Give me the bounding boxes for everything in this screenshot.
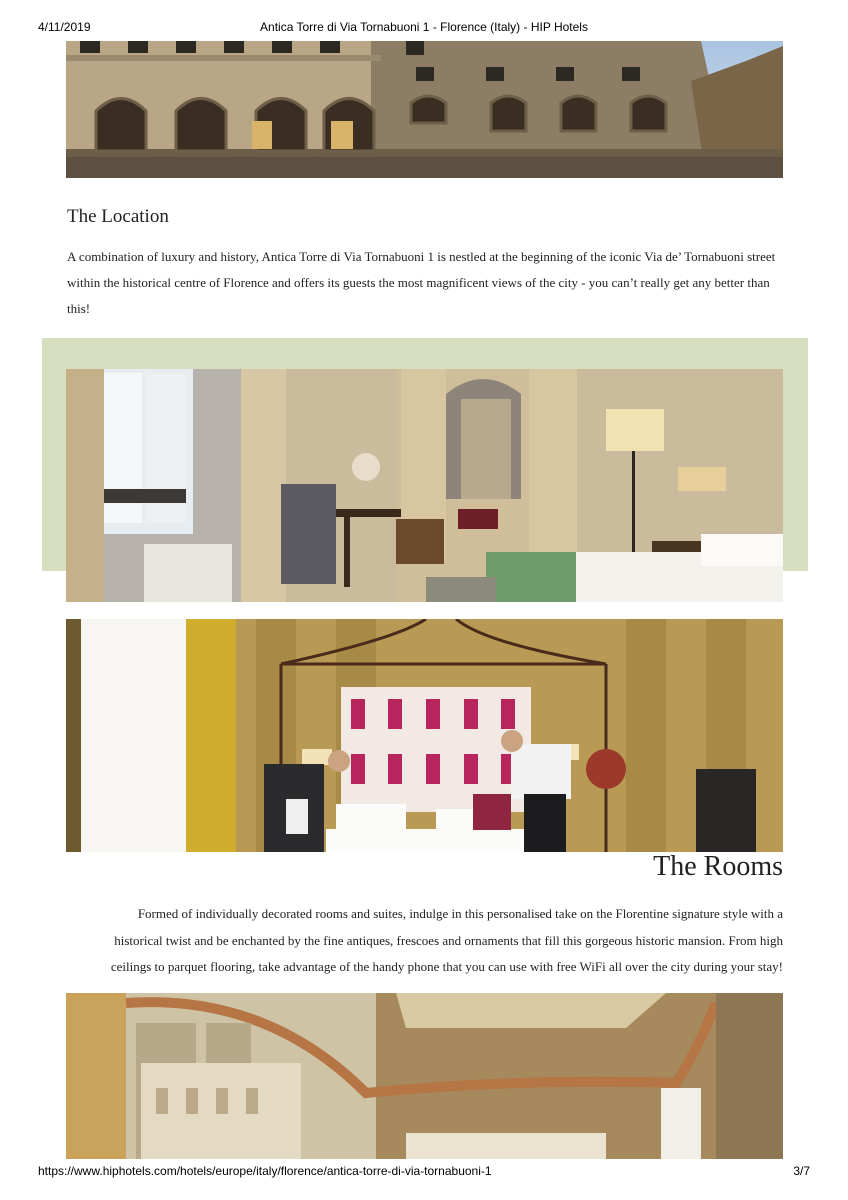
print-url: https://www.hiphotels.com/hotels/europe/italy/florence/antica-torre-di-via-tornabuoni-1 xyxy=(38,1164,492,1178)
facade-photo xyxy=(66,41,783,178)
print-header xyxy=(0,20,848,36)
location-description: A combination of luxury and history, Antica Torre di Via Tornabuoni 1 is nestled at the beginning of the iconic Via de’ Tornabuoni street within the historical centre of Florence and offers its guests the most magnificent views of the city - you can’t really get any better than this! xyxy=(67,249,776,316)
frescoed-room-photo xyxy=(66,993,783,1159)
location-heading: The Location xyxy=(67,206,169,227)
canopy-bed-photo xyxy=(66,619,783,852)
bedroom-photo xyxy=(66,369,783,602)
print-footer xyxy=(0,1164,848,1180)
rooms-description: Formed of individually decorated rooms and suites, indulge in this personalised take on the Florentine signature style with a historical twist and be enchanted by the fine antiques, frescoes and ornaments that fill this gorgeous historic mansion. From high ceilings to parquet flooring, take advantage of the handy phone that you can use with free WiFi all over the city during your stay! xyxy=(110,906,783,974)
page-number: 3/7 xyxy=(793,1164,810,1178)
rooms-heading: The Rooms xyxy=(653,851,783,882)
print-page-title: Antica Torre di Via Tornabuoni 1 - Florence (Italy) - HIP Hotels xyxy=(260,20,588,34)
print-date: 4/11/2019 xyxy=(38,20,91,34)
